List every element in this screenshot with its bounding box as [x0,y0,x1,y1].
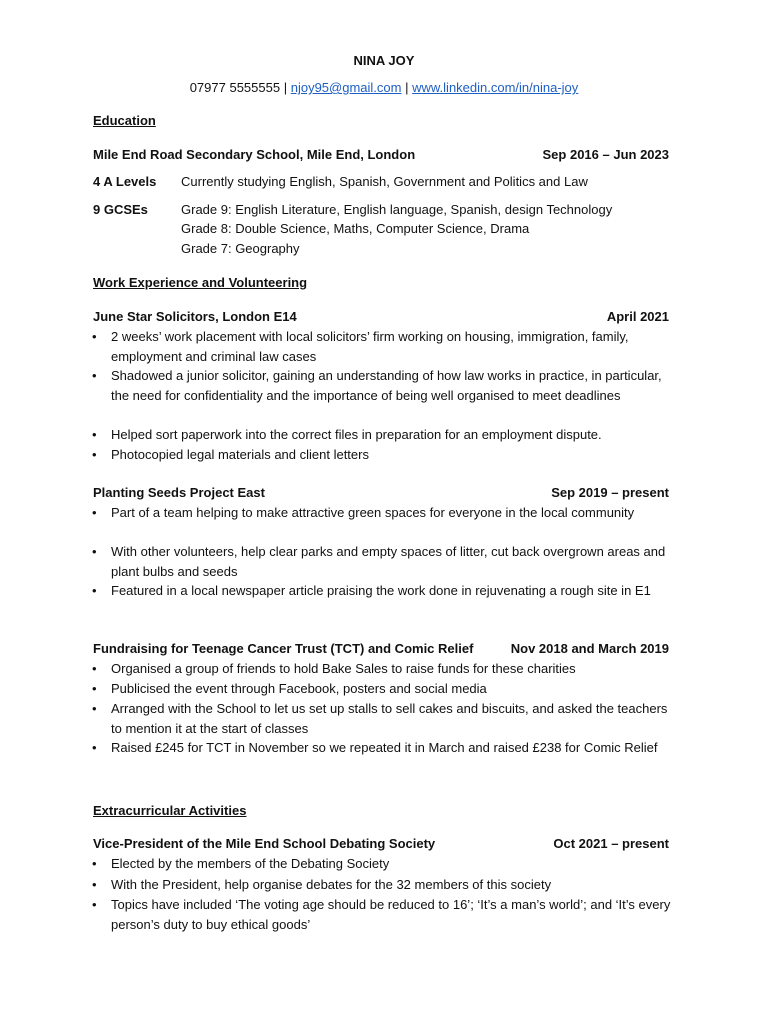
alevels-label: 4 A Levels [93,174,157,189]
entry-title: Planting Seeds Project East [93,485,265,500]
gcse-line: Grade 8: Double Science, Maths, Computer Science, Drama [181,221,530,236]
bullet-item: • Shadowed a junior solicitor, gaining an understanding of how law works in practice, in particular, the need for confidentiality and the importance of being well organised to meet deadlines [111,366,671,405]
phone-number: 07977 5555555 [189,80,281,95]
bullet-item: • Elected by the members of the Debating Society [111,854,671,874]
bullet-item: • Helped sort paperwork into the correct files in preparation for an employment dispute. [111,425,671,445]
school-name: Mile End Road Secondary School, Mile End, London [93,147,416,162]
bullet-item: • With other volunteers, help clear parks and empty spaces of litter, cut back overgrown areas and plant bulbs and seeds [111,542,671,581]
section-heading-work: Work Experience and Volunteering [93,275,308,290]
gcse-line: Grade 9: English Literature, English language, Spanish, design Technology [181,202,613,217]
gcses-label: 9 GCSEs [93,202,148,217]
bullet-item: • Part of a team helping to make attractive green spaces for everyone in the local community [111,503,671,523]
bullet-item: • With the President, help organise debates for the 32 members of this society [111,875,671,895]
email-link[interactable]: njoy95@gmail.com [290,80,402,95]
entry-title: Fundraising for Teenage Cancer Trust (TCT) and Comic Relief [93,641,474,656]
bullet-item: • Photocopied legal materials and client letters [111,445,671,465]
school-dates: Sep 2016 – Jun 2023 [542,147,669,162]
bullet-item: • Arranged with the School to let us set up stalls to sell cakes and biscuits, and asked the teachers to mention it at the start of classes [111,699,671,738]
section-heading-education: Education [93,113,156,128]
section-heading-extracurricular: Extracurricular Activities [93,803,247,818]
gcse-line: Grade 7: Geography [181,241,300,256]
linkedin-link[interactable]: www.linkedin.com/in/nina-joy [412,80,579,95]
separator: | [405,80,409,95]
entry-title: June Star Solicitors, London E14 [93,309,297,324]
bullet-item: • Organised a group of friends to hold Bake Sales to raise funds for these charities [111,659,671,679]
entry-date: April 2021 [606,309,669,324]
bullet-item: • Publicised the event through Facebook, posters and social media [111,679,671,699]
alevels-text: Currently studying English, Spanish, Government and Politics and Law [181,174,588,189]
bullet-item: • Topics have included ‘The voting age should be reduced to 16’; ‘It’s a man’s world’; and ‘It’s every person’s duty to buy ethical goods’ [111,895,671,934]
entry-title: Vice-President of the Mile End School Debating Society [93,836,436,851]
cv-name: NINA JOY [353,53,415,68]
entry-date: Nov 2018 and March 2019 [510,641,669,656]
entry-date: Oct 2021 – present [553,836,669,851]
bullet-item: • 2 weeks’ work placement with local solicitors’ firm working on housing, immigration, family, employment and criminal law cases [111,327,671,366]
bullet-item: • Raised £245 for TCT in November so we repeated it in March and raised £238 for Comic Relief [111,738,671,758]
contact-line [0,80,768,96]
separator: | [283,80,288,95]
entry-date: Sep 2019 – present [551,485,669,500]
bullet-item: • Featured in a local newspaper article praising the work done in rejuvenating a rough site in E1 [111,581,671,601]
